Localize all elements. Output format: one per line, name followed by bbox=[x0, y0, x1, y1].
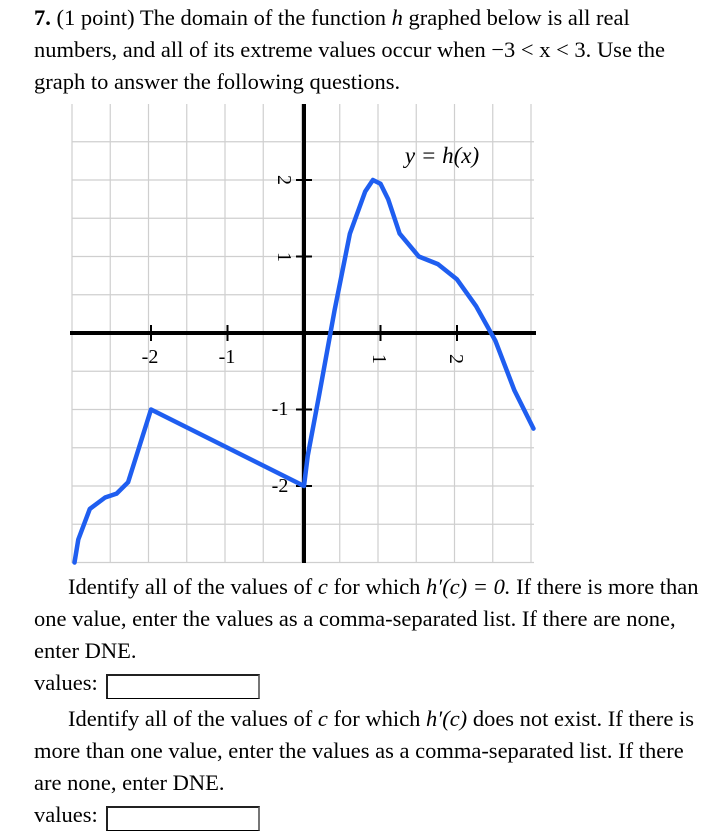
x-tick-label: -1 bbox=[218, 346, 236, 368]
q2-variable: c bbox=[317, 706, 328, 731]
q1-answer-label: values: bbox=[34, 670, 98, 695]
graph-axes bbox=[70, 104, 536, 563]
q1-answer-row bbox=[34, 667, 714, 699]
problem-points: (1 point) bbox=[56, 5, 135, 30]
q1-lead: Identify all of the values of bbox=[68, 574, 313, 599]
q1-answer-input[interactable] bbox=[106, 674, 260, 699]
q2-instructions: does not exist. If there is more than one value, enter the values as a comma-separated list. If there are none, enter DNE. bbox=[34, 706, 695, 795]
problem-number: 7. bbox=[34, 5, 51, 30]
q2-answer-row bbox=[34, 799, 714, 831]
q1-mid: for which bbox=[333, 574, 421, 599]
q2-answer-input[interactable] bbox=[106, 806, 260, 831]
x-tick-label: -2 bbox=[141, 346, 159, 368]
q2-mid: for which bbox=[333, 706, 421, 731]
function-name: h bbox=[391, 5, 403, 30]
question-1 bbox=[34, 571, 714, 699]
q2-answer-label: values: bbox=[34, 802, 98, 827]
q1-variable: c bbox=[317, 574, 328, 599]
intro-text-a: The domain of the function bbox=[139, 5, 387, 30]
function-label: y = h(x) bbox=[404, 143, 480, 168]
q2-expression: h′(c) bbox=[426, 706, 468, 731]
q1-expression: h′(c) = 0. bbox=[426, 574, 511, 599]
y-tick-label: 2 bbox=[273, 175, 295, 185]
intro-text-b: graphed below is all real numbers, and all of its extreme values occur when bbox=[34, 5, 630, 62]
q2-lead: Identify all of the values of bbox=[68, 706, 313, 731]
x-tick-label: 2 bbox=[445, 354, 467, 364]
intro-text-c: Use the graph to answer the following questions. bbox=[34, 37, 666, 94]
q1-instructions: If there is more than one value, enter the values as a comma-separated list. If there are none, enter DNE. bbox=[34, 574, 699, 663]
y-tick-label: -2 bbox=[271, 475, 289, 497]
question-2 bbox=[34, 703, 714, 831]
y-tick-label: 1 bbox=[273, 252, 295, 262]
x-tick-label: 1 bbox=[368, 354, 390, 364]
domain-condition: −3 < x < 3. bbox=[491, 37, 592, 62]
y-tick-label: -1 bbox=[271, 398, 289, 420]
